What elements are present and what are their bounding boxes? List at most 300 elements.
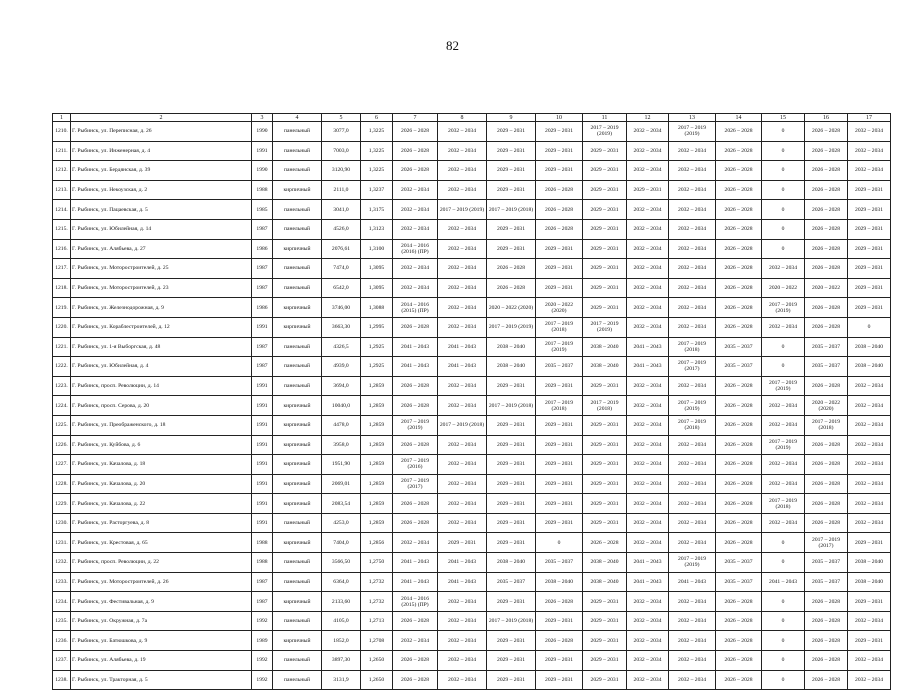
table-cell: 2017 – 2019 (2018) xyxy=(536,317,583,337)
table-cell: 2035 – 2037 xyxy=(716,337,762,357)
table-cell: 2032 – 2034 xyxy=(393,278,438,298)
table-cell: 2026 – 2028 xyxy=(536,200,583,220)
table-cell: 1,2732 xyxy=(361,572,393,592)
table-row xyxy=(53,200,891,220)
table-cell: 1214. xyxy=(53,200,71,220)
table-cell: 2026 – 2028 xyxy=(716,141,762,161)
address-cell: Г. Рыбинск, ул. Преображенского, д. 18 xyxy=(71,415,252,435)
table-cell: 1210. xyxy=(53,122,71,142)
table-cell: 2041 – 2043 xyxy=(438,337,487,357)
table-cell: 2026 – 2028 xyxy=(805,494,848,514)
address-cell: Г. Рыбинск, ул. 1-я Выборгская, д. 48 xyxy=(71,337,252,357)
table-cell: 2029 – 2031 xyxy=(583,298,627,318)
table-cell: 3077,0 xyxy=(322,122,361,142)
table-cell: 2032 – 2034 xyxy=(438,317,487,337)
table-cell: 2026 – 2028 xyxy=(716,651,762,671)
table-cell: 2026 – 2028 xyxy=(805,592,848,612)
table-cell: 2026 – 2028 xyxy=(716,219,762,239)
table-cell: 2035 – 2037 xyxy=(716,572,762,592)
table-cell: 2026 – 2028 xyxy=(393,651,438,671)
table-cell: 2032 – 2034 xyxy=(848,376,891,396)
table-cell: 2032 – 2034 xyxy=(438,122,487,142)
table-cell: 2029 – 2031 xyxy=(487,219,536,239)
table-cell: 1,3123 xyxy=(361,219,393,239)
table-cell: 1227. xyxy=(53,455,71,475)
table-cell: 2014 – 2016 (2015) (ПР) xyxy=(393,298,438,318)
table-cell: 2029 – 2031 xyxy=(583,376,627,396)
table-cell: 2029 – 2031 xyxy=(487,670,536,690)
table-cell: 1,2859 xyxy=(361,435,393,455)
table-cell: 1,2732 xyxy=(361,592,393,612)
table-cell: 1,2708 xyxy=(361,631,393,651)
table-cell: 2026 – 2028 xyxy=(393,611,438,631)
table-cell: 2032 – 2034 xyxy=(762,396,805,416)
table-cell: панельный xyxy=(273,553,322,573)
table-cell: 2026 – 2028 xyxy=(716,631,762,651)
table-cell: 2032 – 2034 xyxy=(669,278,716,298)
table-cell: 2026 – 2028 xyxy=(805,670,848,690)
address-cell: Г. Рыбинск, ул. Переписная, д. 26 xyxy=(71,122,252,142)
table-row xyxy=(53,435,891,455)
table-cell: 2029 – 2031 xyxy=(583,239,627,259)
table-cell: 1987 xyxy=(252,259,273,279)
table-cell: 2032 – 2034 xyxy=(627,239,669,259)
table-cell: 2032 – 2034 xyxy=(438,611,487,631)
table-cell: кирпичный xyxy=(273,317,322,337)
table-cell: 2029 – 2031 xyxy=(583,513,627,533)
address-cell: Г. Рыбинск, ул. Алябьева, д. 19 xyxy=(71,651,252,671)
table-cell: 2032 – 2034 xyxy=(438,494,487,514)
table-cell: 2038 – 2040 xyxy=(583,553,627,573)
table-cell: панельный xyxy=(273,572,322,592)
table-cell: 2026 – 2028 xyxy=(716,122,762,142)
table-cell: 2076,61 xyxy=(322,239,361,259)
table-cell: 2032 – 2034 xyxy=(627,219,669,239)
table-cell: 2032 – 2034 xyxy=(762,474,805,494)
table-cell: 2020 – 2022 (2020) xyxy=(487,298,536,318)
table-cell: 0 xyxy=(762,533,805,553)
table-cell: 2041 – 2043 xyxy=(669,572,716,592)
repair-schedule-table xyxy=(52,113,891,690)
table-cell: 4253,0 xyxy=(322,513,361,533)
column-header: 5 xyxy=(322,114,361,122)
table-cell: 2014 – 2016 (2015) (ПР) xyxy=(393,592,438,612)
table-cell: 2029 – 2031 xyxy=(487,513,536,533)
table-cell: 2035 – 2037 xyxy=(805,553,848,573)
table-cell: 1988 xyxy=(252,180,273,200)
table-row xyxy=(53,455,891,475)
table-cell: 2032 – 2034 xyxy=(669,592,716,612)
column-header: 16 xyxy=(805,114,848,122)
table-cell: 2032 – 2034 xyxy=(848,161,891,181)
table-cell: 3131,9 xyxy=(322,670,361,690)
table-cell: 2017 – 2019 (2018) xyxy=(669,415,716,435)
table-cell: 2026 – 2028 xyxy=(805,513,848,533)
table-cell: кирпичный xyxy=(273,415,322,435)
table-cell: панельный xyxy=(273,513,322,533)
table-cell: 2029 – 2031 xyxy=(487,494,536,514)
table-row xyxy=(53,631,891,651)
table-cell: 1221. xyxy=(53,337,71,357)
table-cell: кирпичный xyxy=(273,474,322,494)
table-cell: 1213. xyxy=(53,180,71,200)
table-cell: 0 xyxy=(762,239,805,259)
table-cell: 2029 – 2031 xyxy=(583,651,627,671)
table-cell: панельный xyxy=(273,651,322,671)
address-cell: Г. Рыбинск, ул. Моторостроителей, д. 23 xyxy=(71,278,252,298)
table-cell: 2032 – 2034 xyxy=(627,651,669,671)
table-cell: 2026 – 2028 xyxy=(487,278,536,298)
table-cell: 1,2859 xyxy=(361,474,393,494)
table-cell: 2029 – 2031 xyxy=(487,161,536,181)
table-cell: 1237. xyxy=(53,651,71,671)
table-cell: 2032 – 2034 xyxy=(438,396,487,416)
table-cell: 4326,5 xyxy=(322,337,361,357)
table-cell: 1,2859 xyxy=(361,455,393,475)
table-cell: 2029 – 2031 xyxy=(536,239,583,259)
table-cell: 2017 – 2019 (2019) xyxy=(762,376,805,396)
table-cell: 1232. xyxy=(53,553,71,573)
table-cell: 2029 – 2031 xyxy=(487,141,536,161)
table-cell: 2032 – 2034 xyxy=(393,200,438,220)
table-cell: 2029 – 2031 xyxy=(583,631,627,651)
table-cell: 2026 – 2028 xyxy=(393,435,438,455)
table-cell: 2026 – 2028 xyxy=(716,415,762,435)
table-cell: 1,2995 xyxy=(361,317,393,337)
table-cell: 2026 – 2028 xyxy=(393,513,438,533)
table-cell: 2032 – 2034 xyxy=(762,455,805,475)
table-cell: 2029 – 2031 xyxy=(536,259,583,279)
table-cell: 1988 xyxy=(252,533,273,553)
table-cell: 2041 – 2043 xyxy=(393,572,438,592)
table-cell: 2017 – 2019 (2019) xyxy=(669,122,716,142)
table-cell: 2029 – 2031 xyxy=(487,533,536,553)
table-cell: 0 xyxy=(762,553,805,573)
table-cell: 2026 – 2028 xyxy=(805,435,848,455)
table-cell: 2029 – 2031 xyxy=(536,494,583,514)
table-cell: 2029 – 2031 xyxy=(583,494,627,514)
table-cell: 2032 – 2034 xyxy=(627,141,669,161)
table-cell: 7404,0 xyxy=(322,533,361,553)
table-cell: 4939,0 xyxy=(322,357,361,377)
table-cell: 2029 – 2031 xyxy=(536,611,583,631)
table-cell: 2026 – 2028 xyxy=(536,631,583,651)
table-cell: 2026 – 2028 xyxy=(393,494,438,514)
table-cell: 2017 – 2019 (2017) xyxy=(805,533,848,553)
address-cell: Г. Рыбинск, ул. Моторостроителей, д. 26 xyxy=(71,572,252,592)
table-row xyxy=(53,259,891,279)
table-cell: 2026 – 2028 xyxy=(805,219,848,239)
table-cell: 1,2650 xyxy=(361,670,393,690)
table-cell: 2041 – 2043 xyxy=(627,572,669,592)
table-cell: 2026 – 2028 xyxy=(536,592,583,612)
table-cell: кирпичный xyxy=(273,455,322,475)
table-cell: 1220. xyxy=(53,317,71,337)
table-cell: 7474,0 xyxy=(322,259,361,279)
table-cell: 2041 – 2043 xyxy=(393,553,438,573)
table-cell: 2032 – 2034 xyxy=(627,161,669,181)
table-cell: 2032 – 2034 xyxy=(438,180,487,200)
table-cell: кирпичный xyxy=(273,298,322,318)
address-cell: Г. Рыбинск, ул. Кораблестроителей, д. 12 xyxy=(71,317,252,337)
table-cell: 2032 – 2034 xyxy=(848,651,891,671)
table-cell: 2014 – 2016 (2016) (ПР) xyxy=(393,239,438,259)
table-cell: 2026 – 2028 xyxy=(716,376,762,396)
table-cell: 2032 – 2034 xyxy=(393,180,438,200)
table-cell: 2017 – 2019 (2018) xyxy=(487,611,536,631)
table-cell: 1991 xyxy=(252,317,273,337)
table-cell: 2029 – 2031 xyxy=(487,631,536,651)
table-cell: 2038 – 2040 xyxy=(848,572,891,592)
table-cell: 2026 – 2028 xyxy=(805,631,848,651)
table-cell: 2029 – 2031 xyxy=(583,200,627,220)
table-cell: 2029 – 2031 xyxy=(848,278,891,298)
table-cell: 2026 – 2028 xyxy=(393,141,438,161)
table-cell: 1222. xyxy=(53,357,71,377)
table-body xyxy=(53,122,891,690)
table-cell: 2032 – 2034 xyxy=(669,219,716,239)
table-cell: 2032 – 2034 xyxy=(669,376,716,396)
address-cell: Г. Рыбинск, ул. Юбилейная, д. 14 xyxy=(71,219,252,239)
table-cell: 2029 – 2031 xyxy=(848,239,891,259)
table-row xyxy=(53,396,891,416)
table-cell: 1991 xyxy=(252,415,273,435)
table-cell: панельный xyxy=(273,611,322,631)
table-cell: 2032 – 2034 xyxy=(438,592,487,612)
table-cell: 0 xyxy=(848,317,891,337)
table-cell: 2032 – 2034 xyxy=(627,611,669,631)
table-cell: 2026 – 2028 xyxy=(716,611,762,631)
table-cell: 0 xyxy=(762,592,805,612)
table-cell: 2017 – 2019 (2019) xyxy=(583,122,627,142)
table-cell: 1991 xyxy=(252,141,273,161)
table-cell: 2026 – 2028 xyxy=(805,161,848,181)
table-cell: 2029 – 2031 xyxy=(583,415,627,435)
table-cell: 2032 – 2034 xyxy=(627,435,669,455)
table-row xyxy=(53,533,891,553)
table-cell: 1990 xyxy=(252,161,273,181)
table-cell: 0 xyxy=(762,180,805,200)
table-cell: 1224. xyxy=(53,396,71,416)
table-cell: 2032 – 2034 xyxy=(438,513,487,533)
table-cell: 0 xyxy=(762,200,805,220)
table-cell: 2032 – 2034 xyxy=(669,180,716,200)
address-cell: Г. Рыбинск, просп. Революции, д. 14 xyxy=(71,376,252,396)
table-cell: 2032 – 2034 xyxy=(669,200,716,220)
column-header: 12 xyxy=(627,114,669,122)
table-cell: 2026 – 2028 xyxy=(805,317,848,337)
table-cell: 2032 – 2034 xyxy=(627,670,669,690)
table-cell: 1985 xyxy=(252,200,273,220)
table-cell: 2032 – 2034 xyxy=(438,141,487,161)
table-cell: панельный xyxy=(273,278,322,298)
table-cell: 2026 – 2028 xyxy=(805,200,848,220)
table-cell: 2029 – 2031 xyxy=(487,592,536,612)
table-cell: 2026 – 2028 xyxy=(393,317,438,337)
table-cell: 2032 – 2034 xyxy=(669,494,716,514)
table-cell: 2032 – 2034 xyxy=(438,219,487,239)
table-cell: 2029 – 2031 xyxy=(536,122,583,142)
table-cell: 2020 – 2022 xyxy=(762,278,805,298)
table-cell: 2029 – 2031 xyxy=(536,455,583,475)
table-cell: 1990 xyxy=(252,122,273,142)
table-cell: 2026 – 2028 xyxy=(536,180,583,200)
table-cell: 0 xyxy=(762,357,805,377)
table-cell: 2032 – 2034 xyxy=(669,141,716,161)
table-row xyxy=(53,219,891,239)
table-cell: 2026 – 2028 xyxy=(716,670,762,690)
table-cell: 1235. xyxy=(53,611,71,631)
table-cell: 2032 – 2034 xyxy=(762,259,805,279)
address-cell: Г. Рыбинск, ул. Алябьева, д. 27 xyxy=(71,239,252,259)
table-cell: панельный xyxy=(273,376,322,396)
table-cell: 1991 xyxy=(252,435,273,455)
table-cell: 2029 – 2031 xyxy=(848,200,891,220)
table-cell: 2026 – 2028 xyxy=(716,396,762,416)
table-cell: 2032 – 2034 xyxy=(848,670,891,690)
table-cell: 2032 – 2034 xyxy=(438,435,487,455)
table-cell: 1,3095 xyxy=(361,259,393,279)
table-cell: 2032 – 2034 xyxy=(848,611,891,631)
table-cell: 1,2713 xyxy=(361,611,393,631)
table-row xyxy=(53,494,891,514)
table-cell: 3897,30 xyxy=(322,651,361,671)
table-cell: 0 xyxy=(762,337,805,357)
table-cell: 4478,0 xyxy=(322,415,361,435)
table-cell: 2032 – 2034 xyxy=(669,513,716,533)
table-cell: 2029 – 2031 xyxy=(536,651,583,671)
address-cell: Г. Рыбинск, ул. Окружная, д. 7а xyxy=(71,611,252,631)
table-cell: 2032 – 2034 xyxy=(669,298,716,318)
table-cell: 2029 – 2031 xyxy=(583,278,627,298)
table-cell: 2029 – 2031 xyxy=(848,592,891,612)
table-cell: 2029 – 2031 xyxy=(583,161,627,181)
table-cell: 2032 – 2034 xyxy=(627,200,669,220)
table-cell: 1987 xyxy=(252,278,273,298)
table-cell: кирпичный xyxy=(273,180,322,200)
table-cell: 1234. xyxy=(53,592,71,612)
table-cell: кирпичный xyxy=(273,533,322,553)
table-cell: 1238. xyxy=(53,670,71,690)
table-cell: 2032 – 2034 xyxy=(669,631,716,651)
table-cell: 1987 xyxy=(252,357,273,377)
table-cell: 2029 – 2031 xyxy=(536,278,583,298)
address-cell: Г. Рыбинск, ул. Моторостроителей, д. 25 xyxy=(71,259,252,279)
table-cell: 2032 – 2034 xyxy=(848,141,891,161)
table-cell: 1225. xyxy=(53,415,71,435)
table-cell: 2017 – 2019 (2018) xyxy=(487,396,536,416)
table-row xyxy=(53,474,891,494)
table-cell: 2035 – 2037 xyxy=(805,337,848,357)
table-cell: 1852,0 xyxy=(322,631,361,651)
table-cell: 1230. xyxy=(53,513,71,533)
table-cell: 2032 – 2034 xyxy=(669,474,716,494)
table-cell: 1992 xyxy=(252,651,273,671)
table-cell: 2029 – 2031 xyxy=(536,513,583,533)
table-row xyxy=(53,357,891,377)
table-cell: 1229. xyxy=(53,494,71,514)
table-cell: 2032 – 2034 xyxy=(669,239,716,259)
table-cell: 2026 – 2028 xyxy=(805,376,848,396)
table-cell: 1987 xyxy=(252,219,273,239)
table-cell: 2017 – 2019 (2019) xyxy=(669,396,716,416)
table-cell: 2032 – 2034 xyxy=(669,651,716,671)
address-cell: Г. Рыбинск, ул. Фестивальная, д. 9 xyxy=(71,592,252,612)
table-row xyxy=(53,298,891,318)
table-cell: 2032 – 2034 xyxy=(438,259,487,279)
table-cell: 1,3225 xyxy=(361,141,393,161)
table-cell: 0 xyxy=(762,651,805,671)
table-cell: 0 xyxy=(762,122,805,142)
table-cell: 1,2859 xyxy=(361,396,393,416)
table-cell: 2029 – 2031 xyxy=(583,180,627,200)
table-cell: 1989 xyxy=(252,631,273,651)
table-cell: 2026 – 2028 xyxy=(716,161,762,181)
table-row xyxy=(53,572,891,592)
table-cell: 2026 – 2028 xyxy=(805,141,848,161)
table-cell: 1217. xyxy=(53,259,71,279)
table-cell: 2041 – 2043 xyxy=(438,572,487,592)
table-row xyxy=(53,278,891,298)
table-cell: 1,2859 xyxy=(361,494,393,514)
table-cell: 2032 – 2034 xyxy=(848,513,891,533)
table-cell: 2017 – 2019 (2019) xyxy=(583,317,627,337)
table-cell: 2035 – 2037 xyxy=(716,553,762,573)
table-cell: 2029 – 2031 xyxy=(487,376,536,396)
table-row xyxy=(53,592,891,612)
table-cell: 1991 xyxy=(252,494,273,514)
table-cell: 2017 – 2019 (2019) xyxy=(762,435,805,455)
table-row xyxy=(53,651,891,671)
table-cell: 3041,0 xyxy=(322,200,361,220)
table-cell: кирпичный xyxy=(273,239,322,259)
table-cell: 2026 – 2028 xyxy=(716,200,762,220)
table-cell: кирпичный xyxy=(273,592,322,612)
table-cell: 2029 – 2031 xyxy=(536,415,583,435)
table-cell: 2133,60 xyxy=(322,592,361,612)
table-cell: 2032 – 2034 xyxy=(438,239,487,259)
table-cell: 2032 – 2034 xyxy=(627,494,669,514)
table-row xyxy=(53,513,891,533)
table-cell: 0 xyxy=(536,533,583,553)
table-cell: 2032 – 2034 xyxy=(848,474,891,494)
table-cell: 2029 – 2031 xyxy=(848,259,891,279)
table-cell: 2026 – 2028 xyxy=(805,298,848,318)
table-cell: 2020 – 2022 (2020) xyxy=(805,396,848,416)
table-cell: 1212. xyxy=(53,161,71,181)
table-cell: 2038 – 2040 xyxy=(487,337,536,357)
table-cell: 3566,50 xyxy=(322,553,361,573)
table-cell: 2032 – 2034 xyxy=(848,396,891,416)
table-cell: 2041 – 2043 xyxy=(762,572,805,592)
table-cell: 2032 – 2034 xyxy=(848,415,891,435)
table-cell: 2029 – 2031 xyxy=(487,415,536,435)
table-cell: 6364,0 xyxy=(322,572,361,592)
column-header: 2 xyxy=(71,114,252,122)
table-cell: 2041 – 2043 xyxy=(393,337,438,357)
table-cell: 2041 – 2043 xyxy=(438,357,487,377)
table-cell: 2035 – 2037 xyxy=(805,357,848,377)
table-cell: 2032 – 2034 xyxy=(438,278,487,298)
table-row xyxy=(53,670,891,690)
table-cell: 2026 – 2028 xyxy=(716,494,762,514)
table-cell: 1,3088 xyxy=(361,298,393,318)
table-cell: 2017 – 2019 (2018) xyxy=(536,396,583,416)
table-cell: панельный xyxy=(273,200,322,220)
table-cell: 2032 – 2034 xyxy=(627,396,669,416)
table-row xyxy=(53,161,891,181)
table-cell: 1236. xyxy=(53,631,71,651)
